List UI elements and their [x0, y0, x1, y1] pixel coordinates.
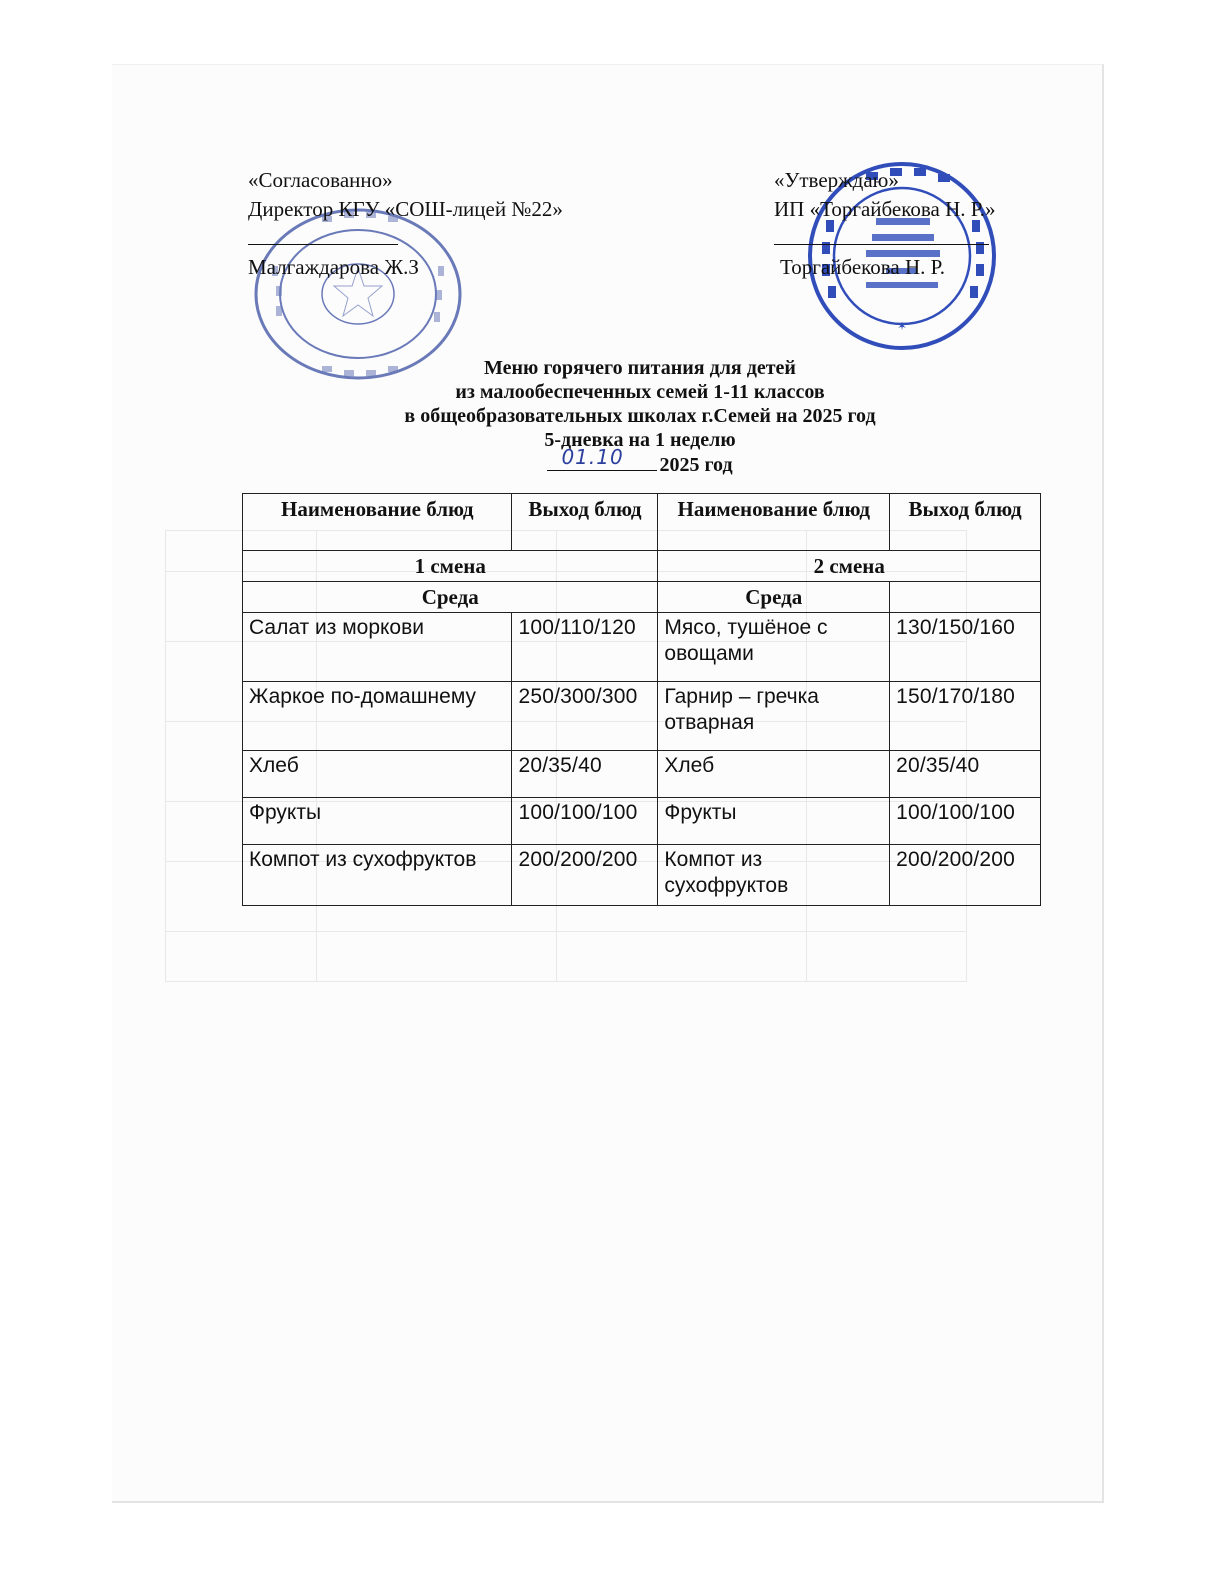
signature-line-left — [248, 224, 563, 253]
document-title — [260, 356, 1020, 477]
dish-1-cell: Компот из сухофруктов — [243, 845, 512, 906]
output-2-cell: 100/100/100 — [890, 798, 1041, 845]
header-output-2: Выход блюд — [890, 494, 1041, 551]
title-line-1: Меню горячего питания для детей — [484, 357, 796, 379]
shift-1-label: 1 смена — [243, 551, 658, 582]
date-blank — [547, 445, 657, 471]
header-dish-name-1: Наименование блюд — [243, 494, 512, 551]
menu-table — [242, 493, 1041, 906]
approved-label: «Утверждаю» — [774, 168, 899, 192]
output-1-cell: 100/110/120 — [512, 613, 658, 682]
year-label: 2025 год — [659, 454, 733, 476]
dish-2-cell: Компот из сухофруктов — [658, 845, 890, 906]
agreed-block — [248, 166, 563, 282]
dish-1-cell: Салат из моркови — [243, 613, 512, 682]
director-position: Директор КГУ «СОШ-лицей №22» — [248, 197, 563, 221]
dish-1-cell: Фрукты — [243, 798, 512, 845]
svg-text:✶: ✶ — [896, 319, 908, 333]
output-2-cell: 150/170/180 — [890, 682, 1041, 751]
entrepreneur-position: ИП «Торгайбекова Н. Р.» — [774, 197, 996, 221]
shift-row — [243, 551, 1041, 582]
dish-1-cell: Жаркое по-домашнему — [243, 682, 512, 751]
handwritten-date: 01.10 — [561, 445, 624, 469]
dish-2-cell: Фрукты — [658, 798, 890, 845]
header-output-1: Выход блюд — [512, 494, 658, 551]
output-2-cell: 130/150/160 — [890, 613, 1041, 682]
approved-block — [774, 166, 996, 282]
day-2-empty-cell — [890, 582, 1041, 613]
dish-1-cell: Хлеб — [243, 751, 512, 798]
table-row — [243, 682, 1041, 751]
day-row — [243, 582, 1041, 613]
table-row — [243, 845, 1041, 906]
header-dish-name-2: Наименование блюд — [658, 494, 890, 551]
signature-line-right — [774, 224, 996, 253]
table-header-row — [243, 494, 1041, 551]
day-2-label: Среда — [658, 582, 890, 613]
title-line-2: из малообеспеченных семей 1-11 классов — [455, 381, 825, 403]
dish-2-cell: Хлеб — [658, 751, 890, 798]
output-1-cell: 200/200/200 — [512, 845, 658, 906]
day-1-label: Среда — [243, 582, 658, 613]
table-row — [243, 613, 1041, 682]
agreed-label: «Согласованно» — [248, 168, 393, 192]
output-1-cell: 100/100/100 — [512, 798, 658, 845]
dish-2-cell: Мясо, тушёное с овощами — [658, 613, 890, 682]
date-line — [260, 445, 1020, 477]
dish-2-cell: Гарнир – гречка отварная — [658, 682, 890, 751]
entrepreneur-name: Торгайбекова Н. Р. — [780, 255, 945, 279]
output-1-cell: 250/300/300 — [512, 682, 658, 751]
output-1-cell: 20/35/40 — [512, 751, 658, 798]
title-line-4: 5-дневка на 1 неделю — [544, 429, 736, 451]
title-line-3: в общеобразовательных школах г.Семей на 2025 год — [404, 405, 876, 427]
table-row — [243, 751, 1041, 798]
output-2-cell: 20/35/40 — [890, 751, 1041, 798]
shift-2-label: 2 смена — [658, 551, 1041, 582]
director-name: Малгаждарова Ж.З — [248, 255, 419, 279]
output-2-cell: 200/200/200 — [890, 845, 1041, 906]
table-row — [243, 798, 1041, 845]
